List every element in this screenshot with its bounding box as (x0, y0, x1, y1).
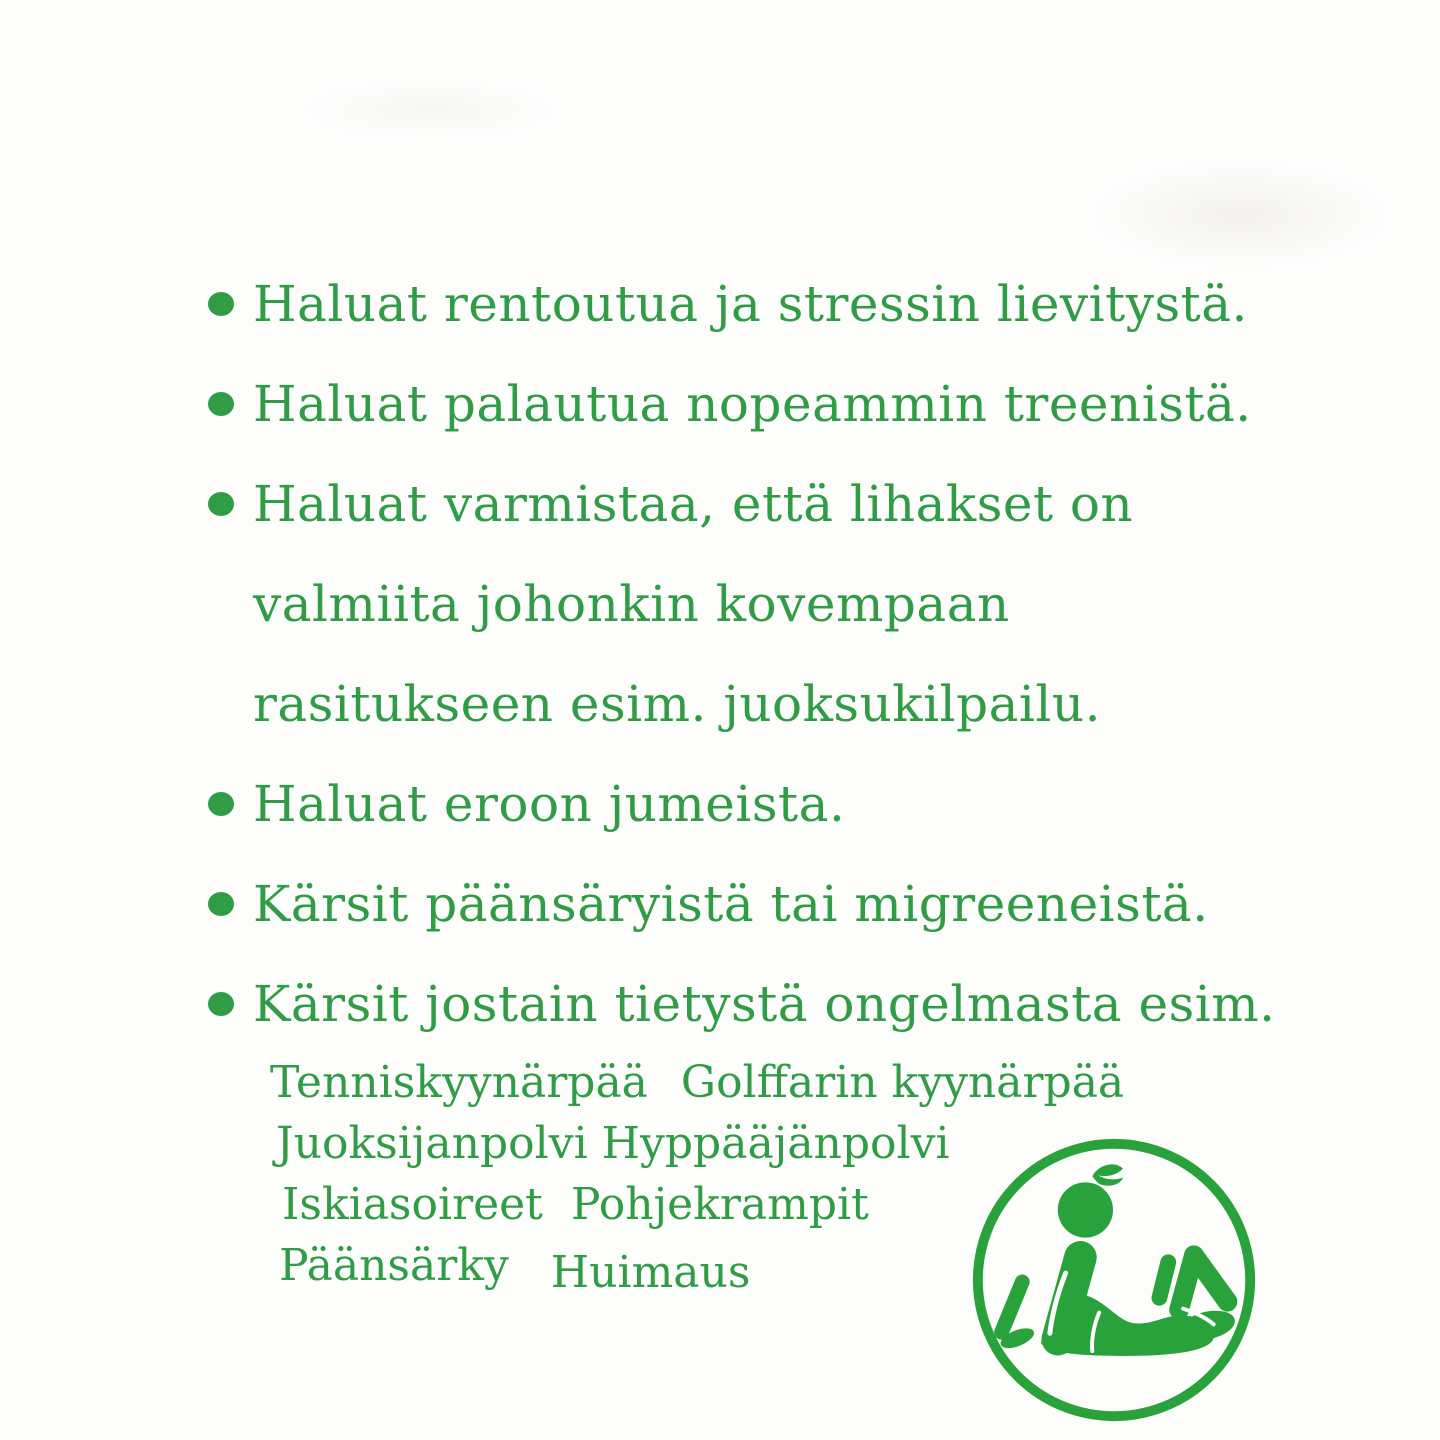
list-item (208, 454, 1388, 754)
example-word: Tenniskyynärpää (270, 1057, 648, 1108)
bullet-text-line: Kärsit jostain tietystä ongelmasta esim. (253, 975, 1276, 1033)
reclining-person-icon (964, 1132, 1264, 1428)
bullet-text-line: Haluat eroon jumeista. (253, 775, 846, 833)
bullet-text-line: rasitukseen esim. juoksukilpailu. (253, 675, 1101, 733)
bullet-dot-icon (208, 392, 234, 416)
bullet-text-line: Kärsit päänsäryistä tai migreeneistä. (253, 875, 1209, 933)
example-word: Iskiasoireet (282, 1179, 543, 1230)
example-word: Hyppääjänpolvi (601, 1118, 950, 1169)
bullet-text (253, 254, 1248, 354)
example-word: Huimaus (550, 1247, 751, 1298)
list-item (208, 854, 1388, 954)
faint-watermark (300, 80, 560, 140)
benefits-list (208, 254, 1388, 1054)
bullet-dot-icon (208, 992, 234, 1016)
list-item (208, 954, 1388, 1054)
bullet-text-line: valmiita johonkin kovempaan (253, 575, 1010, 633)
bullet-text-line: Haluat palautua nopeammin treenistä. (253, 375, 1252, 433)
example-word: Golffarin kyynärpää (680, 1057, 1125, 1108)
bullet-dot-icon (208, 792, 234, 816)
reclining-person-logo (964, 1132, 1264, 1428)
bullet-text (253, 454, 1133, 754)
example-row (270, 1052, 1124, 1113)
bullet-text (253, 354, 1252, 454)
list-item (208, 354, 1388, 454)
bullet-text-line: Haluat varmistaa, että lihakset on (253, 475, 1134, 533)
bullet-text (253, 754, 845, 854)
list-item (208, 754, 1388, 854)
bullet-text (253, 954, 1276, 1054)
bullet-dot-icon (208, 892, 234, 916)
bullet-dot-icon (208, 292, 234, 316)
bullet-text-line: Haluat rentoutua ja stressin lievitystä. (253, 275, 1248, 333)
bullet-dot-icon (208, 492, 234, 516)
example-word: Päänsärky (279, 1240, 509, 1291)
example-word: Pohjekrampit (570, 1179, 869, 1230)
list-item (208, 254, 1388, 354)
bullet-text (253, 854, 1209, 954)
example-word: Juoksijanpolvi (276, 1118, 588, 1169)
